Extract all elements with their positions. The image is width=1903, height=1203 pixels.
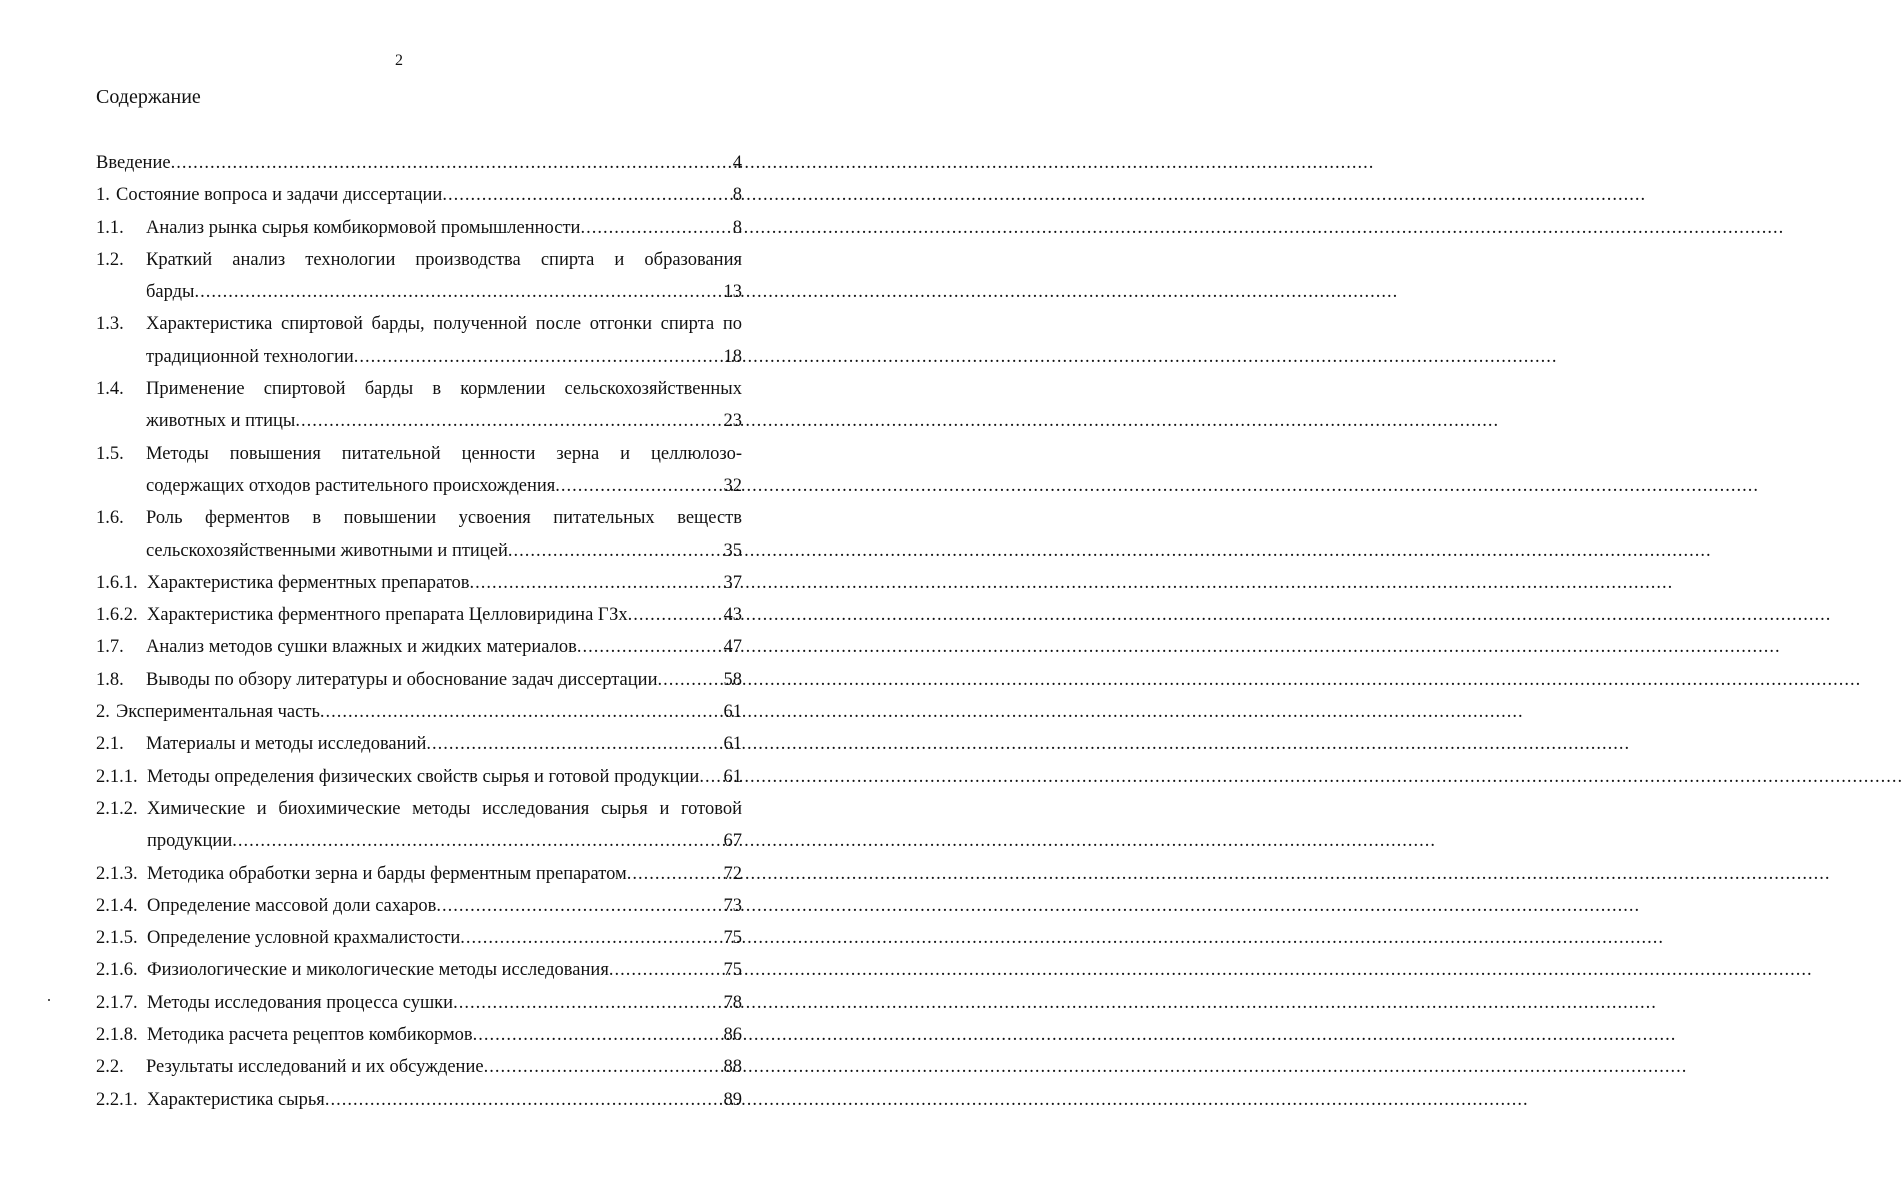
- leader-dots: [232, 825, 723, 857]
- toc-entry-line: [96, 825, 742, 857]
- toc-entry-number: 1.8.: [96, 669, 124, 690]
- toc-entry[interactable]: [96, 438, 742, 503]
- toc-entry-page: 61: [723, 702, 742, 723]
- toc-entry-title-continued: барды: [146, 282, 195, 303]
- table-of-contents: [96, 147, 742, 1116]
- toc-entry-title: Методика обработки зерна и барды ферментным препаратом: [147, 863, 627, 884]
- toc-entry-page: 35: [723, 540, 742, 561]
- leader-dots: [555, 470, 723, 502]
- toc-entry-line: [96, 276, 742, 308]
- leader-dots: [320, 696, 724, 728]
- toc-entry-number: 2.1.4.: [96, 895, 138, 916]
- toc-entry-line: [96, 405, 742, 437]
- toc-entry-title: Анализ методов сушки влажных и жидких материалов: [146, 637, 577, 658]
- toc-entry-line: [96, 308, 742, 340]
- toc-entry-page: 8: [732, 217, 742, 238]
- toc-entry[interactable]: [96, 1051, 742, 1083]
- toc-entry[interactable]: [96, 212, 742, 244]
- toc-entry-page: 72: [723, 863, 742, 884]
- leader-dots: [426, 728, 723, 760]
- toc-entry-page: 75: [723, 928, 742, 949]
- scan-speck: [48, 999, 50, 1001]
- toc-entry-page: 61: [723, 766, 742, 787]
- toc-entry-page: 37: [723, 572, 742, 593]
- leader-dots: [470, 567, 724, 599]
- leader-dots: [473, 1019, 724, 1051]
- toc-entry[interactable]: [96, 987, 742, 1019]
- toc-entry-page: 4: [732, 153, 742, 173]
- toc-entry-number: 2.1.: [96, 734, 124, 755]
- toc-entry[interactable]: [96, 244, 742, 309]
- toc-entry-page: 67: [723, 831, 742, 852]
- page-title: Содержание: [96, 86, 201, 108]
- toc-entry-title-continued: сельскохозяйственными животными и птицей: [146, 540, 508, 561]
- toc-entry-number: 1.1.: [96, 217, 124, 238]
- toc-entry[interactable]: [96, 696, 742, 728]
- leader-dots: [460, 922, 723, 954]
- toc-entry-title: Физиологические и микологические методы исследования: [147, 960, 609, 981]
- toc-entry-page: 8: [732, 185, 742, 206]
- toc-entry-title: Методы исследования процесса сушки: [147, 992, 454, 1013]
- toc-entry-number: 2.1.6.: [96, 960, 138, 981]
- leader-dots: [609, 954, 724, 986]
- leader-dots: [628, 599, 724, 631]
- leader-dots: [354, 341, 724, 373]
- toc-entry-title-continued: животных и птицы: [146, 411, 296, 432]
- toc-entry[interactable]: [96, 308, 742, 373]
- toc-entry-title: Методы определения физических свойств сырья и готовой продукции: [147, 766, 700, 787]
- toc-entry-title: Материалы и методы исследований: [146, 734, 427, 755]
- toc-entry-title: Характеристика спиртовой барды, полученной после отгонки спирта по: [146, 314, 742, 335]
- toc-entry-title: Методы повышения питательной ценности зерна и целлюлозо-: [146, 443, 742, 464]
- leader-dots: [699, 761, 723, 793]
- toc-entry-title-continued: содержащих отходов растительного происхождения: [146, 475, 556, 496]
- leader-dots: [453, 987, 723, 1019]
- toc-entry[interactable]: [96, 890, 742, 922]
- leader-dots: [295, 405, 723, 437]
- toc-entry-page: 86: [723, 1025, 742, 1046]
- toc-entry[interactable]: [96, 728, 742, 760]
- toc-entry-line: [96, 535, 742, 567]
- toc-entry-number: 2.2.1.: [96, 1089, 138, 1110]
- toc-entry[interactable]: [96, 567, 742, 599]
- leader-dots: [577, 631, 724, 663]
- leader-dots: [436, 890, 723, 922]
- toc-entry-page: 18: [723, 346, 742, 367]
- toc-entry[interactable]: [96, 147, 742, 179]
- toc-entry-number: 1.3.: [96, 314, 124, 335]
- toc-entry-number: 2.1.3.: [96, 863, 138, 884]
- toc-entry-title: Характеристика ферментных препаратов: [147, 572, 470, 593]
- toc-entry-number: 2.2.: [96, 1057, 124, 1078]
- toc-entry-page: 73: [723, 895, 742, 916]
- toc-entry-title-continued: продукции: [147, 831, 233, 852]
- toc-entry-number: 1.7.: [96, 637, 124, 658]
- toc-entry-page: 43: [723, 605, 742, 626]
- toc-entry-number: 1.5.: [96, 443, 124, 464]
- toc-entry-page: 89: [723, 1089, 742, 1110]
- leader-dots: [484, 1051, 724, 1083]
- toc-entry-line: [96, 373, 742, 405]
- leader-dots: [194, 276, 723, 308]
- leader-dots: [580, 212, 732, 244]
- toc-entry-page: 23: [723, 411, 742, 432]
- toc-entry-number: 1.6.: [96, 508, 124, 529]
- toc-entry-title: Введение: [96, 153, 171, 173]
- toc-entry-title: Анализ рынка сырья комбикормовой промышленности: [146, 217, 581, 238]
- toc-entry-number: 1.4.: [96, 379, 124, 400]
- toc-entry[interactable]: [96, 1084, 742, 1116]
- leader-dots: [627, 858, 724, 890]
- toc-entry-number: 1.2.: [96, 249, 124, 270]
- toc-entry-title: Выводы по обзору литературы и обоснование задач диссертации: [146, 669, 658, 690]
- toc-entry-title: Определение условной крахмалистости: [147, 928, 461, 949]
- toc-entry[interactable]: [96, 761, 742, 793]
- toc-entry-number: 2.: [96, 702, 110, 723]
- toc-entry[interactable]: [96, 631, 742, 663]
- toc-entry-number: 2.1.7.: [96, 992, 138, 1013]
- toc-entry-title: Краткий анализ технологии производства спирта и образования: [146, 249, 742, 270]
- toc-entry-line: [96, 341, 742, 373]
- toc-entry[interactable]: [96, 1019, 742, 1051]
- toc-entry-title: Экспериментальная часть: [116, 702, 320, 723]
- toc-entry-line: [96, 470, 742, 502]
- toc-entry-page: 13: [723, 282, 742, 303]
- toc-entry-line: [96, 438, 742, 470]
- toc-entry-number: 2.1.5.: [96, 928, 138, 949]
- toc-entry-title: Роль ферментов в повышении усвоения питательных веществ: [146, 508, 742, 529]
- toc-entry-number: 2.1.1.: [96, 766, 138, 787]
- toc-entry-page: 32: [723, 475, 742, 496]
- toc-entry-title: Методика расчета рецептов комбикормов: [147, 1025, 473, 1046]
- toc-entry[interactable]: [96, 793, 742, 858]
- toc-entry-line: [96, 244, 742, 276]
- toc-entry-title-continued: традиционной технологии: [146, 346, 354, 367]
- toc-entry-page: 75: [723, 960, 742, 981]
- toc-entry-title: Применение спиртовой барды в кормлении сельскохозяйственных: [146, 379, 742, 400]
- page-number: 2: [395, 52, 403, 69]
- toc-entry-line: [96, 502, 742, 534]
- toc-entry-line: [96, 793, 742, 825]
- toc-entry-page: 88: [723, 1057, 742, 1078]
- toc-entry[interactable]: [96, 922, 742, 954]
- toc-entry[interactable]: [96, 179, 742, 211]
- toc-entry[interactable]: [96, 664, 742, 696]
- toc-entry-title: Характеристика сырья: [147, 1089, 325, 1110]
- toc-entry-page: 58: [723, 669, 742, 690]
- toc-entry-page: 78: [723, 992, 742, 1013]
- toc-entry-title: Химические и биохимические методы исследования сырья и готовой: [147, 798, 742, 819]
- toc-entry-number: 1.6.1.: [96, 572, 138, 593]
- toc-entry-page: 47: [723, 637, 742, 658]
- toc-entry[interactable]: [96, 373, 742, 438]
- toc-entry-title: Определение массовой доли сахаров: [147, 895, 437, 916]
- toc-entry[interactable]: [96, 954, 742, 986]
- toc-entry[interactable]: [96, 502, 742, 567]
- toc-entry-title: Результаты исследований и их обсуждение: [146, 1057, 484, 1078]
- toc-entry-number: 2.1.2.: [96, 798, 138, 819]
- leader-dots: [171, 147, 733, 179]
- toc-entry-number: 2.1.8.: [96, 1025, 138, 1046]
- leader-dots: [442, 179, 732, 211]
- toc-entry-title: Характеристика ферментного препарата Целловиридина ГЗх: [147, 605, 628, 626]
- toc-entry-number: 1.6.2.: [96, 605, 138, 626]
- toc-entry-title: Состояние вопроса и задачи диссертации: [116, 185, 443, 206]
- toc-entry[interactable]: [96, 858, 742, 890]
- leader-dots: [657, 664, 723, 696]
- leader-dots: [325, 1084, 724, 1116]
- toc-entry[interactable]: [96, 599, 742, 631]
- leader-dots: [508, 535, 724, 567]
- toc-entry-number: 1.: [96, 185, 110, 206]
- toc-entry-page: 61: [723, 734, 742, 755]
